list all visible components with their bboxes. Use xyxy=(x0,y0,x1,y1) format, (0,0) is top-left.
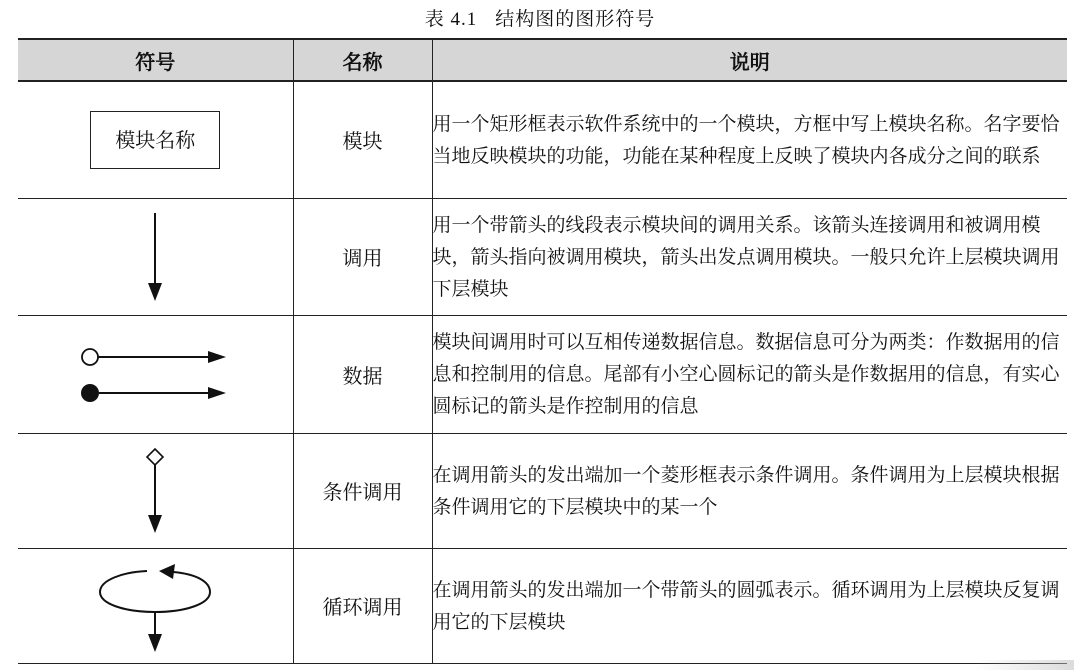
data-arrows-icon xyxy=(80,343,230,405)
symbol-cell xyxy=(18,81,293,198)
description-cell: 在调用箭头的发出端加一个菱形框表示条件调用。条件调用为上层模块根据条件调用它的下层模块中的某一个 xyxy=(432,433,1067,548)
table-row xyxy=(18,433,1067,548)
table-row xyxy=(18,548,1067,663)
description-cell: 用一个带箭头的线段表示模块间的调用关系。该箭头连接调用和被调用模块，箭头指向被调用模块，箭头出发点调用模块。一般只允许上层模块调用下层模块 xyxy=(432,198,1067,315)
watermark xyxy=(974,660,1074,670)
symbol-cell xyxy=(18,433,293,548)
name-cell: 条件调用 xyxy=(293,433,432,548)
table-row xyxy=(18,198,1067,315)
header-description: 说明 xyxy=(432,39,1067,81)
description-cell: 在调用箭头的发出端加一个带箭头的圆弧表示。循环调用为上层模块反复调用它的下层模块 xyxy=(432,548,1067,663)
symbol-cell xyxy=(18,315,293,433)
symbol-cell xyxy=(18,548,293,663)
table-row xyxy=(18,315,1067,433)
table-title: 结构图的图形符号 xyxy=(495,8,656,30)
module-box-label: 模块名称 xyxy=(115,127,196,152)
loop-call-icon xyxy=(95,556,215,656)
description-cell: 用一个矩形框表示软件系统中的一个模块，方框中写上模块名称。名字要恰当地反映模块的功能，功能在某种程度上反映了模块内各成分之间的联系 xyxy=(432,81,1067,198)
symbol-cell xyxy=(18,198,293,315)
name-cell: 调用 xyxy=(293,198,432,315)
call-arrow-icon xyxy=(135,211,175,303)
table-row xyxy=(18,81,1067,198)
description-cell: 模块间调用时可以互相传递数据信息。数据信息可分为两类：作数据用的信息和控制用的信息。尾部有小空心圆标记的箭头是作数据用的信息，有实心圆标记的箭头是作控制用的信息 xyxy=(432,315,1067,433)
table-caption xyxy=(0,4,1080,35)
header-symbol: 符号 xyxy=(18,39,293,81)
header-name: 名称 xyxy=(293,39,432,81)
symbol-table xyxy=(18,38,1067,664)
header-row xyxy=(18,39,1067,81)
name-cell: 模块 xyxy=(293,81,432,198)
table-number: 表 4.1 xyxy=(424,9,478,30)
name-cell: 数据 xyxy=(293,315,432,433)
conditional-call-icon xyxy=(135,447,175,535)
name-cell: 循环调用 xyxy=(293,548,432,663)
module-rectangle-icon xyxy=(90,111,220,169)
